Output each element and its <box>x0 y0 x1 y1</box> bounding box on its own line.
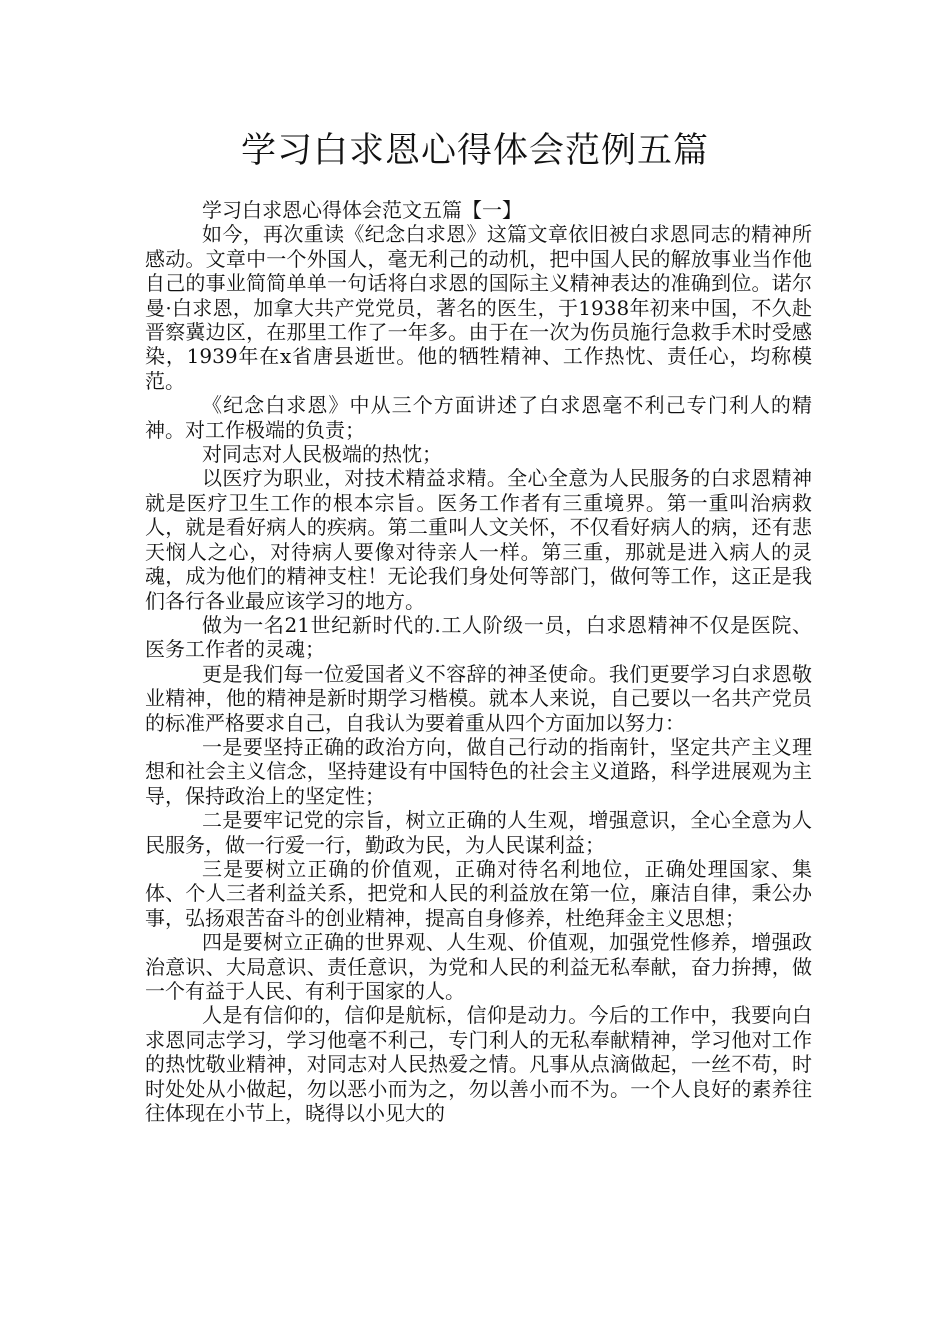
document-body <box>145 198 812 1125</box>
body-paragraph: 《纪念白求恩》中从三个方面讲述了白求恩毫不利己专门利人的精神。对工作极端的负责； <box>145 393 812 442</box>
body-paragraph: 三是要树立正确的价值观，正确对待名利地位，正确处理国家、集体、个人三者利益关系，把党和人民的利益放在第一位，廉洁自律，秉公办事，弘扬艰苦奋斗的创业精神，提高自身修养，杜绝拜金主义思想； <box>145 856 812 930</box>
body-paragraph: 四是要树立正确的世界观、人生观、价值观，加强党性修养，增强政治意识、大局意识、责任意识，为党和人民的利益无私奉献，奋力拚搏，做一个有益于人民、有利于国家的人。 <box>145 930 812 1003</box>
body-paragraph: 更是我们每一位爱国者义不容辞的神圣使命。我们更要学习白求恩敬业精神，他的精神是新时期学习楷模。就本人来说，自己要以一名共产党员的标准严格要求自己，自我认为要着重从四个方面加以努力： <box>145 661 812 735</box>
body-paragraph: 一是要坚持正确的政治方向，做自己行动的指南针，坚定共产主义理想和社会主义信念，坚持建设有中国特色的社会主义道路，科学进展观为主导，保持政治上的坚定性； <box>145 734 812 808</box>
document-title: 学习白求恩心得体会范例五篇 <box>240 131 709 171</box>
body-paragraph: 对同志对人民极端的热忱； <box>202 442 442 467</box>
body-paragraph: 人是有信仰的，信仰是航标，信仰是动力。今后的工作中，我要向白求恩同志学习，学习他毫不利己，专门利人的无私奉献精神，学习他对工作的热忱敬业精神，对同志对人民热爱之情。凡事从点滴做起，一丝不苟，时时处处从小做起，勿以恶小而为之，勿以善小而不为。一个人良好的素养往往体现在小节上，晓得以小见大的 <box>145 1003 812 1126</box>
subtitle-paragraph: 学习白求恩心得体会范文五篇【一】 <box>202 198 522 222</box>
body-paragraph: 做为一名21世纪新时代的.工人阶级一员，白求恩精神不仅是医院、医务工作者的灵魂； <box>145 612 812 662</box>
body-paragraph: 如今，再次重读《纪念白求恩》这篇文章依旧被白求恩同志的精神所感动。文章中一个外国人，毫无利己的动机，把中国人民的解放事业当作他自己的事业简简单单一句话将白求恩的国际主义精神表达的准确到位。诺尔曼·白求恩，加拿大共产党党员，著名的医生，于1938年初来中国，不久赴晋察冀边区，在那里工作了一年多。由于在一次为伤员施行急救手术时受感染，1939年在x省唐县逝世。他的牺牲精神、工作热忱、责任心，均称模范。 <box>145 222 812 393</box>
body-paragraph: 二是要牢记党的宗旨，树立正确的人生观，增强意识，全心全意为人民服务，做一行爱一行，勤政为民，为人民谋利益； <box>145 808 812 857</box>
body-paragraph: 以医疗为职业，对技术精益求精。全心全意为人民服务的白求恩精神就是医疗卫生工作的根本宗旨。医务工作者有三重境界。第一重叫治病救人，就是看好病人的疾病。第二重叫人文关怀，不仅看好病人的病，还有悲天悯人之心，对待病人要像对待亲人一样。第三重，那就是进入病人的灵魂，成为他们的精神支柱！无论我们身处何等部门，做何等工作，这正是我们各行各业最应该学习的地方。 <box>145 466 812 613</box>
